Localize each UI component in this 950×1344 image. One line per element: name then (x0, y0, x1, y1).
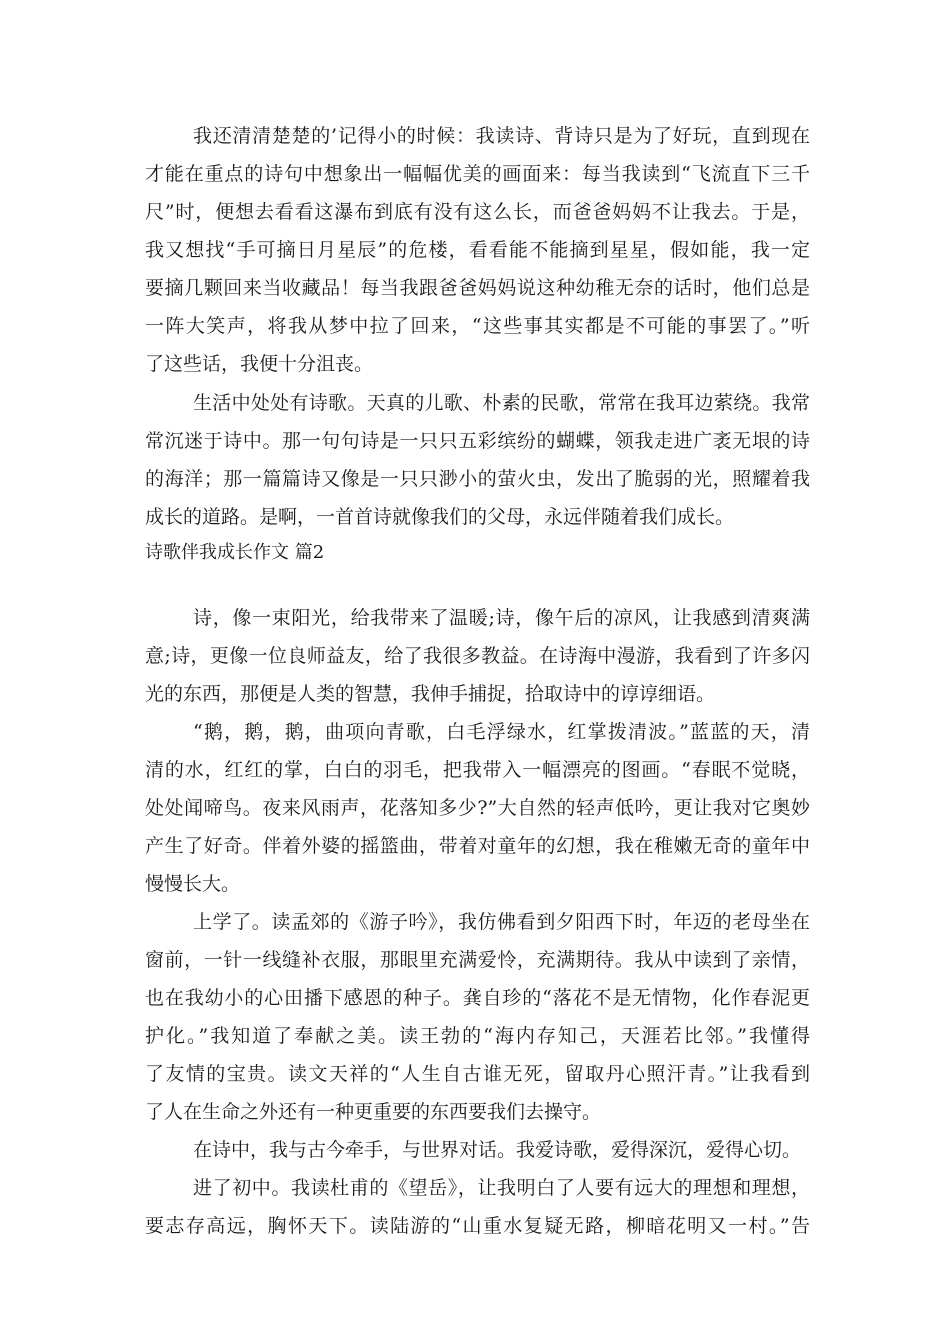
text-line: 要志存高远，胸怀天下。读陆游的“山重水复疑无路，柳暗花明又一村。”告 (145, 1215, 810, 1237)
text-line: 进了初中。我读杜甫的《望岳》，让我明白了人要有远大的理想和理想， (193, 1177, 810, 1199)
text-line: 意;诗，更像一位良师益友，给了我很多教益。在诗海中漫游，我看到了许多闪 (145, 645, 810, 667)
text-line: 在诗中，我与古今牵手，与世界对话。我爱诗歌，爱得深沉，爱得心切。 (193, 1139, 802, 1161)
text-line: 尺”时，便想去看看这瀑布到底有没有这么长，而爸爸妈妈不让我去。于是， (145, 201, 810, 223)
text-line: 也在我幼小的心田播下感恩的种子。龚自珍的“落花不是无情物，化作春泥更 (145, 987, 810, 1009)
text-line: 上学了。读孟郊的《游子吟》，我仿佛看到夕阳西下时，年迈的老母坐在 (193, 911, 810, 933)
text-line: 一阵大笑声，将我从梦中拉了回来，“这些事其实都是不可能的事罢了。”听 (145, 315, 810, 337)
text-line: 成长的道路。是啊，一首首诗就像我们的父母，永远伴随着我们成长。 (145, 506, 735, 528)
text-line: 常沉迷于诗中。那一句句诗是一只只五彩缤纷的蝴蝶，领我走进广袤无垠的诗 (145, 430, 810, 452)
text-line: 窗前，一针一线缝补衣服，那眼里充满爱怜，充满期待。我从中读到了亲情， (145, 949, 810, 971)
text-line: 了这些话，我便十分沮丧。 (145, 353, 374, 375)
text-line: 的海洋；那一篇篇诗又像是一只只渺小的萤火虫，发出了脆弱的光，照耀着我 (145, 468, 810, 490)
section-heading: 诗歌伴我成长作文 篇2 (145, 542, 325, 563)
text-line: 处处闻啼鸟。夜来风雨声，花落知多少?”大自然的轻声低吟，更让我对它奥妙 (145, 797, 810, 819)
text-line: 生活中处处有诗歌。天真的儿歌、朴素的民歌，常常在我耳边萦绕。我常 (193, 392, 810, 414)
text-line: 慢慢长大。 (145, 873, 241, 895)
text-line: 要摘几颗回来当收藏品！每当我跟爸爸妈妈说这种幼稚无奈的话时，他们总是 (145, 277, 810, 299)
text-line: 我又想找“手可摘日月星辰”的危楼，看看能不能摘到星星，假如能，我一定 (145, 239, 810, 261)
text-line: 诗，像一束阳光，给我带来了温暖;诗，像午后的凉风，让我感到清爽满 (193, 607, 810, 629)
text-line: 清的水，红红的掌，白白的羽毛，把我带入一幅漂亮的图画。“春眠不觉晓， (145, 759, 810, 781)
text-line: 护化。”我知道了奉献之美。读王勃的“海内存知己，天涯若比邻。”我懂得 (145, 1025, 810, 1047)
text-line: 产生了好奇。伴着外婆的摇篮曲，带着对童年的幻想，我在稚嫩无奇的童年中 (145, 835, 810, 857)
text-line: 光的东西，那便是人类的智慧，我伸手捕捉，拾取诗中的谆谆细语。 (145, 683, 716, 705)
text-line: 才能在重点的诗句中想象出一幅幅优美的画面来：每当我读到“飞流直下三千 (145, 163, 810, 185)
text-line: 我还清清楚楚的’记得小的时候：我读诗、背诗只是为了好玩，直到现在 (193, 125, 810, 147)
text-line: 了友情的宝贵。读文天祥的“人生自古谁无死，留取丹心照汗青。”让我看到 (145, 1063, 810, 1085)
text-line: 了人在生命之外还有一种更重要的东西要我们去操守。 (145, 1101, 602, 1123)
text-line: “鹅，鹅，鹅，曲项向青歌，白毛浮绿水，红掌拨清波。”蓝蓝的天，清 (193, 721, 810, 743)
